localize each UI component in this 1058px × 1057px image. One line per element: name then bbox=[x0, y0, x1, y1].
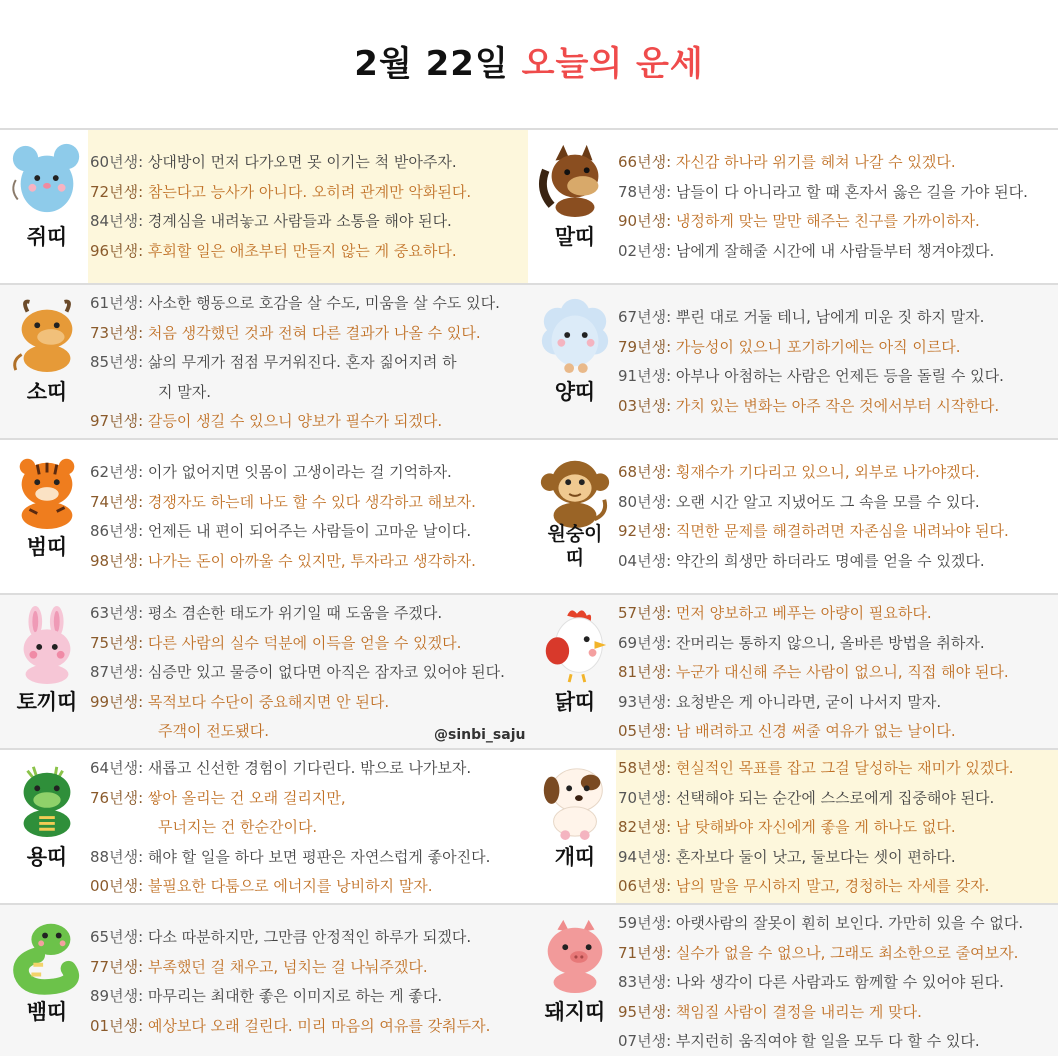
zodiac-animal bbox=[534, 450, 616, 568]
fortune-text: 부지런히 움직여야 할 일을 모두 다 할 수 있다. bbox=[675, 1032, 980, 1050]
separator: : bbox=[138, 212, 148, 230]
birth-year: 71년생 bbox=[618, 943, 667, 962]
fortune-line bbox=[618, 599, 1054, 629]
fortune-line bbox=[618, 178, 1054, 208]
zodiac-animal bbox=[534, 295, 616, 413]
separator: : bbox=[666, 551, 676, 570]
birth-year: 74년생 bbox=[90, 492, 139, 511]
separator: : bbox=[138, 522, 148, 540]
fortune-cell-left bbox=[0, 750, 528, 903]
zodiac-name: 범띠 bbox=[26, 535, 68, 559]
fortune-line bbox=[618, 392, 1054, 422]
birth-year: 92년생 bbox=[618, 522, 667, 540]
fortune-text: 선택해야 되는 순간에 스스로에게 집중해야 된다. bbox=[675, 788, 995, 807]
separator: : bbox=[138, 788, 148, 807]
birth-year: 57년생 bbox=[618, 604, 667, 622]
fortune-row bbox=[0, 750, 1058, 903]
birth-year: 82년생 bbox=[618, 818, 667, 836]
fortune-text: 언제든 내 편이 되어주는 사람들이 고마운 날이다. bbox=[147, 522, 472, 540]
fortune-cell-right bbox=[528, 440, 1058, 593]
fortune-text: 부족했던 걸 채우고, 넘치는 걸 나눠주겠다. bbox=[147, 957, 428, 976]
fortune-text: 나가는 돈이 아까울 수 있지만, 투자라고 생각하자. bbox=[147, 551, 476, 570]
fortune-text: 현실적인 목표를 잡고 그걸 달성하는 재미가 있겠다. bbox=[675, 759, 1014, 777]
separator: : bbox=[666, 759, 676, 777]
birth-year: 89년생 bbox=[90, 987, 139, 1005]
fortune-line bbox=[618, 547, 1054, 577]
fortune-line bbox=[90, 599, 524, 629]
fortune-lines bbox=[618, 909, 1054, 1057]
fortune-text: 처음 생각했던 것과 전혀 다른 결과가 나올 수 있다. bbox=[147, 323, 481, 342]
fortune-line bbox=[618, 207, 1054, 237]
birth-year: 73년생 bbox=[90, 323, 139, 342]
zodiac-name: 돼지띠 bbox=[544, 1000, 606, 1024]
fortune-line bbox=[90, 982, 524, 1012]
fortune-text: 뿌린 대로 거둘 테니, 남에게 미운 짓 하지 말자. bbox=[675, 308, 985, 326]
fortune-line bbox=[618, 148, 1054, 178]
fortune-line bbox=[618, 843, 1054, 873]
separator: : bbox=[138, 663, 148, 681]
fortune-text: 혼자보다 둘이 낫고, 둘보다는 셋이 편하다. bbox=[675, 847, 956, 866]
fortune-line bbox=[618, 303, 1054, 333]
separator: : bbox=[666, 153, 676, 171]
fortune-text: 잔머리는 통하지 않으니, 올바른 방법을 취하자. bbox=[675, 633, 985, 652]
birth-year: 79년생 bbox=[618, 337, 667, 356]
fortune-line bbox=[90, 378, 524, 408]
fortune-lines bbox=[90, 148, 524, 266]
fortune-text: 실수가 없을 수 없으나, 그래도 최소한으로 줄여보자. bbox=[675, 943, 1019, 962]
zodiac-name: 토끼띠 bbox=[16, 690, 78, 714]
fortune-line bbox=[90, 488, 524, 518]
separator: : bbox=[138, 294, 148, 312]
fortune-row bbox=[0, 440, 1058, 593]
birth-year: 72년생 bbox=[90, 182, 139, 201]
zodiac-animal bbox=[534, 915, 616, 1033]
page-title bbox=[0, 0, 1058, 128]
fortune-line bbox=[90, 658, 524, 688]
fortune-lines bbox=[618, 458, 1054, 576]
fortune-text: 다른 사람의 실수 덕분에 이득을 얻을 수 있겠다. bbox=[147, 633, 462, 652]
fortune-text: 주객이 전도됐다. bbox=[158, 722, 269, 740]
birth-year: 07년생 bbox=[618, 1032, 667, 1050]
fortune-cell-right bbox=[528, 595, 1058, 748]
zodiac-animal bbox=[6, 760, 88, 878]
separator: : bbox=[666, 522, 676, 540]
fortune-line bbox=[618, 968, 1054, 998]
birth-year: 59년생 bbox=[618, 914, 667, 932]
fortune-text: 다소 따분하지만, 그만큼 안정적인 하루가 되겠다. bbox=[147, 928, 472, 946]
zodiac-animal bbox=[534, 760, 616, 878]
fortune-line bbox=[90, 348, 524, 378]
fortune-text: 상대방이 먼저 다가오면 못 이기는 척 받아주자. bbox=[147, 153, 457, 171]
fortune-line bbox=[618, 362, 1054, 392]
fortune-cell-left bbox=[0, 440, 528, 593]
fortune-line bbox=[618, 939, 1054, 969]
zodiac-animal bbox=[6, 140, 88, 258]
zodiac-name: 원숭이띠 bbox=[547, 523, 603, 569]
fortune-text: 경계심을 내려놓고 사람들과 소통을 해야 된다. bbox=[147, 212, 452, 230]
fortune-lines bbox=[90, 458, 524, 576]
fortune-text: 남들이 다 아니라고 할 때 혼자서 옳은 길을 가야 된다. bbox=[675, 182, 1028, 201]
fortune-line bbox=[618, 1027, 1054, 1057]
fortune-line bbox=[618, 658, 1054, 688]
birth-year: 84년생 bbox=[90, 212, 139, 230]
separator: : bbox=[138, 463, 148, 481]
fortune-text: 마무리는 최대한 좋은 이미지로 하는 게 좋다. bbox=[147, 987, 443, 1005]
fortune-text: 요청받은 게 아니라면, 굳이 나서지 말자. bbox=[675, 692, 942, 711]
fortune-text: 가치 있는 변화는 아주 작은 것에서부터 시작한다. bbox=[675, 396, 1000, 415]
fortune-text: 남 탓해봐야 자신에게 좋을 게 하나도 없다. bbox=[675, 818, 956, 836]
row-divider bbox=[0, 593, 1058, 595]
separator: : bbox=[666, 973, 676, 991]
fortune-line bbox=[90, 207, 524, 237]
birth-year: 03년생 bbox=[618, 396, 667, 415]
zodiac-name: 쥐띠 bbox=[26, 225, 68, 249]
birth-year: 76년생 bbox=[90, 788, 139, 807]
fortune-text: 나와 생각이 다른 사람과도 함께할 수 있어야 된다. bbox=[675, 973, 1004, 991]
fortune-line bbox=[90, 872, 524, 902]
fortune-lines bbox=[90, 289, 524, 437]
fortune-text: 가능성이 있으니 포기하기에는 아직 이르다. bbox=[675, 337, 961, 356]
fortune-line bbox=[618, 488, 1054, 518]
birth-year: 69년생 bbox=[618, 633, 667, 652]
fortune-cell-left bbox=[0, 595, 528, 748]
separator: : bbox=[666, 308, 676, 326]
birth-year: 58년생 bbox=[618, 759, 667, 777]
separator: : bbox=[138, 633, 148, 652]
fortune-line bbox=[618, 517, 1054, 547]
fortune-cell-right bbox=[528, 905, 1058, 1056]
fortune-line bbox=[90, 923, 524, 953]
fortune-text: 이가 없어지면 잇몸이 고생이라는 걸 기억하자. bbox=[147, 463, 452, 481]
zodiac-name: 닭띠 bbox=[554, 690, 596, 714]
fortune-text: 쌓아 올리는 건 오래 걸리지만, bbox=[147, 788, 346, 807]
fortune-text: 평소 겸손한 태도가 위기일 때 도움을 주겠다. bbox=[147, 604, 443, 622]
fortune-cell-left bbox=[0, 285, 528, 438]
title-headline: 오늘의 운세 bbox=[521, 44, 704, 84]
birth-year: 66년생 bbox=[618, 153, 667, 171]
fortune-line bbox=[618, 458, 1054, 488]
birth-year: 02년생 bbox=[618, 241, 667, 260]
separator: : bbox=[666, 692, 676, 711]
fortune-line bbox=[90, 813, 524, 843]
separator: : bbox=[138, 412, 148, 430]
fortune-cell-right bbox=[528, 750, 1058, 903]
fortune-text: 후회할 일은 애초부터 만들지 않는 게 중요하다. bbox=[147, 241, 457, 260]
separator: : bbox=[138, 492, 148, 511]
fortune-cell-right bbox=[528, 130, 1058, 283]
fortune-text: 아부나 아첨하는 사람은 언제든 등을 돌릴 수 있다. bbox=[675, 367, 1004, 385]
birth-year: 06년생 bbox=[618, 877, 667, 895]
separator: : bbox=[666, 847, 676, 866]
fortune-row bbox=[0, 595, 1058, 748]
fortune-line bbox=[90, 629, 524, 659]
separator: : bbox=[138, 759, 148, 777]
separator: : bbox=[138, 182, 148, 201]
birth-year: 80년생 bbox=[618, 492, 667, 511]
fortune-text: 남에게 잘해줄 시간에 내 사람들부터 챙겨야겠다. bbox=[675, 241, 995, 260]
birth-year: 62년생 bbox=[90, 463, 139, 481]
separator: : bbox=[666, 604, 676, 622]
zodiac-name: 뱀띠 bbox=[26, 1000, 68, 1024]
fortune-text: 지 말자. bbox=[158, 382, 212, 401]
birth-year: 70년생 bbox=[618, 788, 667, 807]
zodiac-animal bbox=[6, 450, 88, 568]
fortune-line bbox=[618, 754, 1054, 784]
fortune-line bbox=[90, 289, 524, 319]
fortune-line bbox=[618, 688, 1054, 718]
separator: : bbox=[666, 492, 676, 511]
zodiac-name: 용띠 bbox=[26, 845, 68, 869]
fortune-text: 오랜 시간 알고 지냈어도 그 속을 모를 수 있다. bbox=[675, 492, 980, 511]
birth-year: 60년생 bbox=[90, 153, 139, 171]
fortune-line bbox=[618, 784, 1054, 814]
separator: : bbox=[666, 914, 676, 932]
title-date: 2월 22일 bbox=[354, 44, 509, 84]
separator: : bbox=[138, 847, 148, 866]
zodiac-name: 양띠 bbox=[554, 380, 596, 404]
fortune-lines bbox=[90, 923, 524, 1041]
row-divider bbox=[0, 748, 1058, 750]
fortune-text: 심증만 있고 물증이 없다면 아직은 잠자코 있어야 된다. bbox=[147, 663, 505, 681]
birth-year: 04년생 bbox=[618, 551, 667, 570]
birth-year: 68년생 bbox=[618, 463, 667, 481]
fortune-cell-right bbox=[528, 285, 1058, 438]
birth-year: 99년생 bbox=[90, 692, 139, 711]
fortune-text: 경쟁자도 하는데 나도 할 수 있다 생각하고 해보자. bbox=[147, 492, 476, 511]
row-divider bbox=[0, 903, 1058, 905]
separator: : bbox=[138, 551, 148, 570]
fortune-line bbox=[90, 319, 524, 349]
fortune-text: 직면한 문제를 해결하려면 자존심을 내려놔야 된다. bbox=[675, 522, 1009, 540]
zodiac-animal bbox=[534, 140, 616, 258]
fortune-line bbox=[618, 333, 1054, 363]
zodiac-name: 개띠 bbox=[554, 845, 596, 869]
birth-year: 90년생 bbox=[618, 212, 667, 230]
birth-year: 81년생 bbox=[618, 663, 667, 681]
separator: : bbox=[138, 987, 148, 1005]
birth-year: 75년생 bbox=[90, 633, 139, 652]
birth-year: 78년생 bbox=[618, 182, 667, 201]
separator: : bbox=[666, 943, 676, 962]
birth-year: 05년생 bbox=[618, 722, 667, 740]
row-divider bbox=[0, 283, 1058, 285]
separator: : bbox=[138, 241, 148, 260]
separator: : bbox=[138, 353, 148, 371]
birth-year: 65년생 bbox=[90, 928, 139, 946]
row-divider bbox=[0, 438, 1058, 440]
birth-year: 83년생 bbox=[618, 973, 667, 991]
fortune-lines bbox=[618, 148, 1054, 266]
separator: : bbox=[666, 396, 676, 415]
separator: : bbox=[666, 633, 676, 652]
separator: : bbox=[138, 1016, 148, 1035]
fortune-text: 사소한 행동으로 호감을 살 수도, 미움을 살 수도 있다. bbox=[147, 294, 500, 312]
birth-year: 94년생 bbox=[618, 847, 667, 866]
fortune-line bbox=[90, 458, 524, 488]
separator: : bbox=[666, 663, 676, 681]
fortune-text: 책임질 사람이 결정을 내리는 게 맞다. bbox=[675, 1002, 922, 1021]
fortune-text: 참는다고 능사가 아니다. 오히려 관계만 악화된다. bbox=[147, 182, 472, 201]
fortune-text: 목적보다 수단이 중요해지면 안 된다. bbox=[147, 692, 390, 711]
zodiac-animal bbox=[534, 605, 616, 723]
fortune-text: 삶의 무게가 점점 무거워진다. 혼자 짊어지려 하 bbox=[147, 353, 457, 371]
fortune-row bbox=[0, 130, 1058, 283]
fortune-text: 해야 할 일을 하다 보면 평판은 자연스럽게 좋아진다. bbox=[147, 847, 491, 866]
fortune-text: 남의 말을 무시하지 말고, 경청하는 자세를 갖자. bbox=[675, 877, 990, 895]
birth-year: 00년생 bbox=[90, 877, 139, 895]
birth-year: 93년생 bbox=[618, 692, 667, 711]
separator: : bbox=[666, 212, 676, 230]
separator: : bbox=[666, 877, 676, 895]
fortune-text: 예상보다 오래 걸린다. 미리 마음의 여유를 갖춰두자. bbox=[147, 1016, 491, 1035]
separator: : bbox=[666, 241, 676, 260]
separator: : bbox=[666, 463, 676, 481]
separator: : bbox=[666, 1032, 676, 1050]
zodiac-animal bbox=[6, 915, 88, 1033]
fortune-lines bbox=[90, 599, 524, 747]
birth-year: 64년생 bbox=[90, 759, 139, 777]
row-divider bbox=[0, 128, 1058, 130]
separator: : bbox=[666, 1002, 676, 1021]
birth-year: 97년생 bbox=[90, 412, 139, 430]
fortune-line bbox=[90, 178, 524, 208]
separator: : bbox=[138, 957, 148, 976]
fortune-text: 새롭고 신선한 경험이 기다린다. 밖으로 나가보자. bbox=[147, 759, 472, 777]
birth-year: 88년생 bbox=[90, 847, 139, 866]
birth-year: 01년생 bbox=[90, 1016, 139, 1035]
birth-year: 98년생 bbox=[90, 551, 139, 570]
fortune-text: 먼저 양보하고 베푸는 아량이 필요하다. bbox=[675, 604, 932, 622]
fortune-text: 무너지는 건 한순간이다. bbox=[158, 818, 318, 836]
birth-year: 63년생 bbox=[90, 604, 139, 622]
separator: : bbox=[138, 604, 148, 622]
birth-year: 95년생 bbox=[618, 1002, 667, 1021]
fortune-text: 냉정하게 맞는 말만 해주는 친구를 가까이하자. bbox=[675, 212, 980, 230]
fortune-line bbox=[618, 813, 1054, 843]
fortune-lines bbox=[618, 303, 1054, 421]
birth-year: 77년생 bbox=[90, 957, 139, 976]
fortune-line bbox=[90, 517, 524, 547]
separator: : bbox=[666, 818, 676, 836]
separator: : bbox=[666, 337, 676, 356]
separator: : bbox=[138, 153, 148, 171]
fortune-text: 횡재수가 기다리고 있으니, 외부로 나가야겠다. bbox=[675, 463, 980, 481]
fortune-line bbox=[90, 407, 524, 437]
fortune-line bbox=[90, 688, 524, 718]
fortune-line bbox=[90, 754, 524, 784]
birth-year: 86년생 bbox=[90, 522, 139, 540]
birth-year: 87년생 bbox=[90, 663, 139, 681]
fortune-text: 갈등이 생길 수 있으니 양보가 필수가 되겠다. bbox=[147, 412, 443, 430]
birth-year: 85년생 bbox=[90, 353, 139, 371]
fortune-line bbox=[618, 909, 1054, 939]
fortune-lines bbox=[618, 754, 1054, 902]
separator: : bbox=[666, 182, 676, 201]
separator: : bbox=[666, 788, 676, 807]
zodiac-animal bbox=[6, 295, 88, 413]
watermark: @sinbi_saju bbox=[434, 727, 526, 743]
fortune-line bbox=[90, 237, 524, 267]
fortune-row bbox=[0, 285, 1058, 438]
fortune-row bbox=[0, 905, 1058, 1056]
fortune-line bbox=[618, 717, 1054, 747]
fortune-text: 아랫사람의 잘못이 훤히 보인다. 가만히 있을 수 없다. bbox=[675, 914, 1024, 932]
fortune-line bbox=[90, 784, 524, 814]
birth-year: 96년생 bbox=[90, 241, 139, 260]
zodiac-name: 소띠 bbox=[26, 380, 68, 404]
fortune-lines bbox=[618, 599, 1054, 747]
separator: : bbox=[666, 722, 676, 740]
fortune-line bbox=[618, 237, 1054, 267]
birth-year: 67년생 bbox=[618, 308, 667, 326]
fortune-text: 자신감 하나라 위기를 헤쳐 나갈 수 있겠다. bbox=[675, 153, 956, 171]
separator: : bbox=[138, 692, 148, 711]
fortune-line bbox=[90, 843, 524, 873]
separator: : bbox=[138, 928, 148, 946]
separator: : bbox=[666, 367, 676, 385]
zodiac-animal bbox=[6, 605, 88, 723]
birth-year: 91년생 bbox=[618, 367, 667, 385]
fortune-cell-left bbox=[0, 905, 528, 1056]
fortune-line bbox=[90, 953, 524, 983]
fortune-lines bbox=[90, 754, 524, 902]
fortune-line bbox=[618, 998, 1054, 1028]
fortune-line bbox=[90, 1012, 524, 1042]
fortune-line bbox=[618, 872, 1054, 902]
separator: : bbox=[138, 323, 148, 342]
fortune-line bbox=[90, 148, 524, 178]
zodiac-name: 말띠 bbox=[554, 225, 596, 249]
fortune-line bbox=[90, 547, 524, 577]
fortune-cell-left bbox=[0, 130, 528, 283]
fortune-text: 약간의 희생만 하더라도 명예를 얻을 수 있겠다. bbox=[675, 551, 985, 570]
fortune-text: 누군가 대신해 주는 사람이 없으니, 직접 해야 된다. bbox=[675, 663, 1009, 681]
fortune-text: 불필요한 다툼으로 에너지를 낭비하지 말자. bbox=[147, 877, 433, 895]
separator: : bbox=[138, 877, 148, 895]
birth-year: 61년생 bbox=[90, 294, 139, 312]
fortune-line bbox=[618, 629, 1054, 659]
fortune-text: 남 배려하고 신경 써줄 여유가 없는 날이다. bbox=[675, 722, 956, 740]
